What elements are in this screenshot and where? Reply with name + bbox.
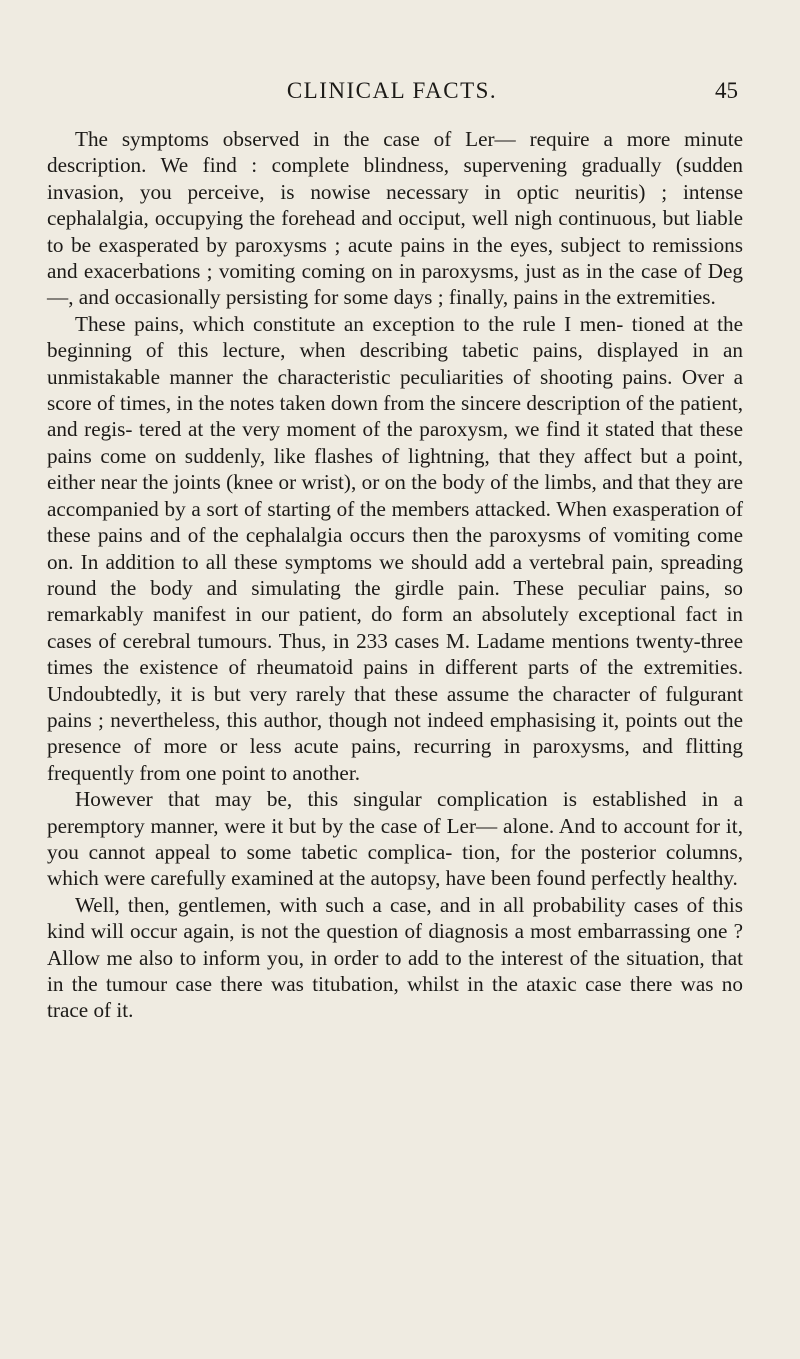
page-number: 45 (715, 78, 738, 103)
paragraph: Well, then, gentlemen, with such a case, and in all probability cases of this kind will occur again, is not the question of diagnosis a most embarrassing one ? Allow me also to inform you, in order to add to the interest of the situation, that in the tumour case there was titubation, whilst in the ataxic case there was no trace of it. (47, 892, 743, 1023)
paragraph: The symptoms observed in the case of Ler— require a more minute description. We find : complete blindness, supervening gradually (sudden invasion, you perceive, is nowise necessary in optic neuritis) ; intense cephalalgia, occupying the forehead and occiput, well nigh continuous, but liable to be exasperated by paroxysms ; acute pains in the eyes, subject to remissions and exacerbations ; vomiting coming on in paroxysms, just as in the case of Deg—, and occasionally persisting for some days ; finally, pains in the extremities. (47, 127, 743, 310)
paragraph: However that may be, this singular complication is established in a peremptory manner, were it but by the case of Ler— alone. And to account for it, you cannot appeal to some tabetic complica- tion, for the posterior columns, which were carefully examined at the autopsy, have been found perfectly healthy. (47, 787, 743, 891)
running-head (46, 78, 738, 108)
body-text (47, 126, 743, 1024)
running-head-title: CLINICAL FACTS. (286, 78, 498, 103)
paragraph: These pains, which constitute an exception to the rule I men- tioned at the beginning of this lecture, when describing tabetic pains, displayed in an unmistakable manner the characteristic peculiarities of shooting pains. Over a score of times, in the notes taken down from the sincere description of the patient, and regis- tered at the very moment of the paroxysm, we find it stated that these pains come on suddenly, like flashes of lightning, that they affect but a point, either near the joints (knee or wrist), or on the body of the limbs, and that they are accompanied by a sort of starting of the members attacked. When exasperation of these pains and of the cephalalgia occurs then the paroxysms of vomiting come on. In addition to all these symptoms we should add a vertebral pain, spreading round the body and simulating the girdle pain. These peculiar pains, so remarkably manifest in our patient, do form an absolutely exceptional fact in cases of cerebral tumours. Thus, in 233 cases M. Ladame mentions twenty-three times the existence of rheumatoid pains in different parts of the extremities. Undoubtedly, it is but very rarely that these assume the character of fulgurant pains ; nevertheless, this author, though not indeed emphasising it, points out the presence of more or less acute pains, recurring in paroxysms, and flitting frequently from one point to another. (47, 311, 743, 785)
